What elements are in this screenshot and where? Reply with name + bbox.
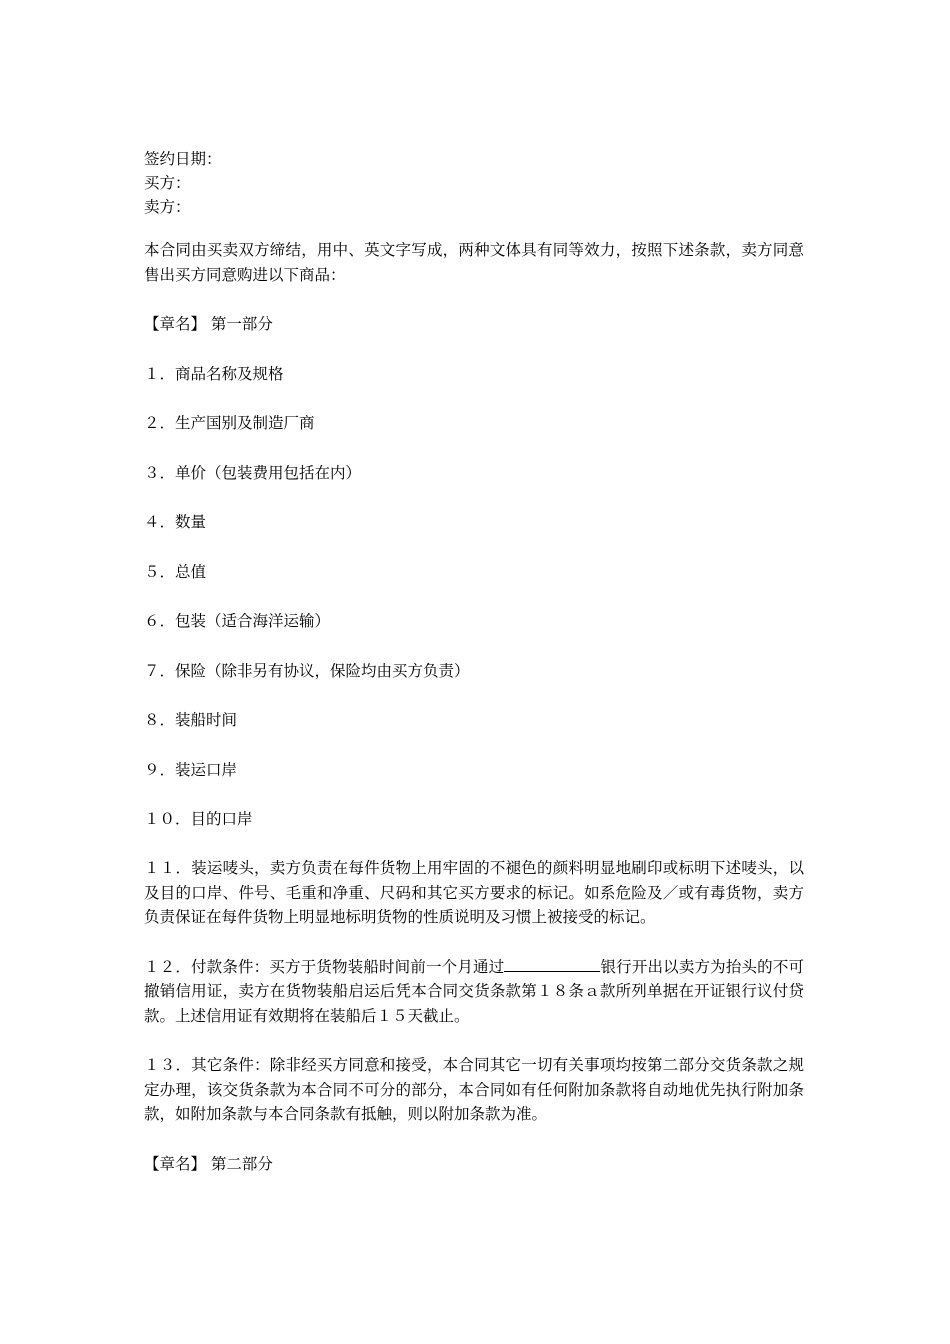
list-item: ８．装船时间 bbox=[144, 711, 238, 729]
list-item: ６．包装（适合海洋运输） bbox=[144, 612, 331, 630]
contract-page bbox=[144, 147, 804, 1176]
bank-name-blank bbox=[504, 957, 600, 972]
seller-label: 卖方： bbox=[144, 198, 191, 216]
list-item: ４．数量 bbox=[144, 513, 207, 531]
chapter-heading-part-one: 【章名】 第一部分 bbox=[144, 315, 273, 333]
sign-date-label: 签约日期： bbox=[144, 150, 222, 168]
clause-12-text-before: １２．付款条件：买方于货物装船时间前一个月通过 bbox=[144, 957, 505, 976]
chapter-heading-part-two: 【章名】 第二部分 bbox=[144, 1154, 273, 1173]
list-item: ２．生产国别及制造厂商 bbox=[144, 414, 315, 432]
list-item: ５．总值 bbox=[144, 562, 207, 581]
clause-12-paragraph bbox=[144, 955, 804, 1029]
clause-13-paragraph: １３．其它条件：除非经买方同意和接受，本合同其它一切有关事项均按第二部分交货条款之规定办理，该交货条款为本合同不可分的部分，本合同如有任何附加条款将自动地优先执行附加条款，如附加条款与本合同条款有抵触，则以附加条款为准。 bbox=[144, 1056, 804, 1123]
intro-paragraph: 本合同由买卖双方缔结，用中、英文字写成，两种文体具有同等效力，按照下述条款，卖方同意售出买方同意购进以下商品： bbox=[144, 241, 804, 284]
list-item: １．商品名称及规格 bbox=[144, 364, 284, 383]
clause-12-text-after: 银行开出以卖方为抬头的不可撤销信用证，卖方在货物装船启运后凭本合同交货条款第１８条ａ款所列单据在开证银行议付贷款。上述信用证有效期将在装船后１５天截止。 bbox=[144, 957, 804, 1025]
list-item: １０．目的口岸 bbox=[144, 810, 253, 828]
clause-11-paragraph: １１．装运唛头，卖方负责在每件货物上用牢固的不褪色的颜料明显地刷印或标明下述唛头，以及目的口岸、件号、毛重和净重、尺码和其它买方要求的标记。如系危险及／或有毒货物，卖方负责保证在每件货物上明显地标明货物的性质说明及习惯上被接受的标记。 bbox=[144, 859, 804, 926]
list-item: ９．装运口岸 bbox=[144, 760, 238, 779]
buyer-label: 买方： bbox=[144, 174, 191, 192]
list-item: ７．保险（除非另有协议，保险均由买方负责） bbox=[144, 661, 470, 680]
list-item: ３．单价（包装费用包括在内） bbox=[144, 463, 362, 482]
